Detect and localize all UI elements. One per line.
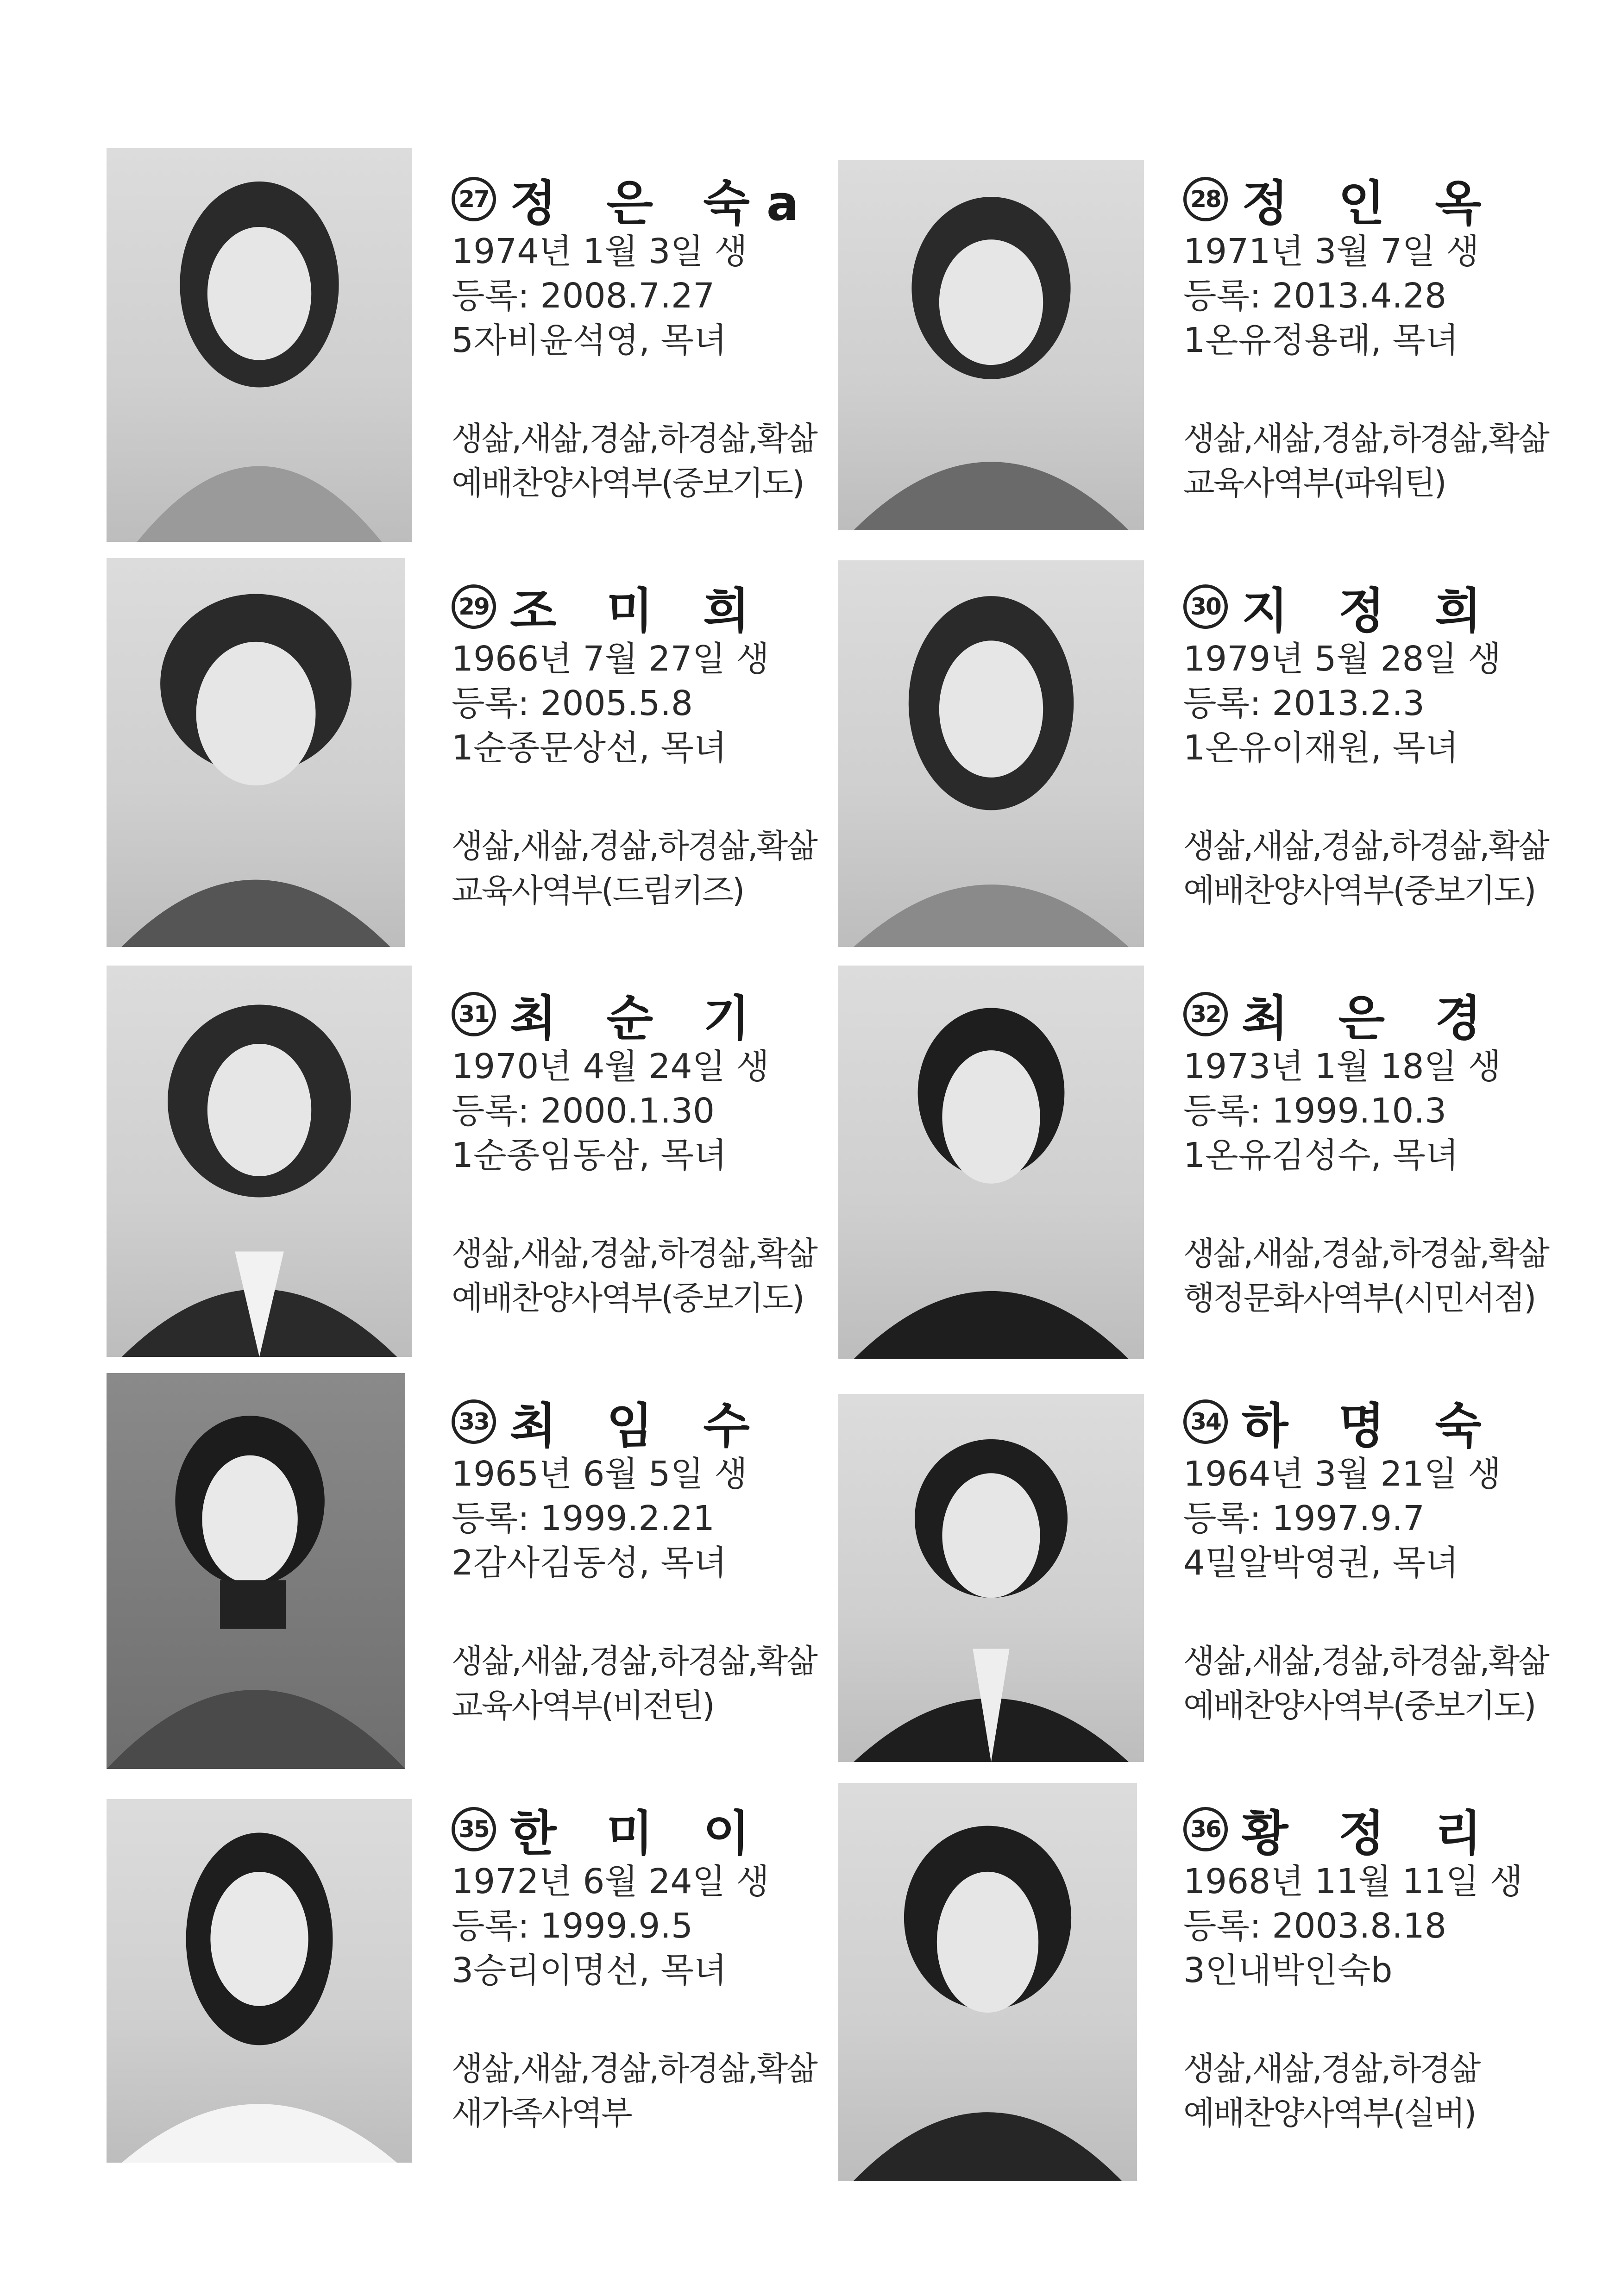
member-name: 한 미 이	[510, 1805, 767, 1862]
member-photo	[107, 966, 412, 1357]
member-group: 1온유김성수, 목녀	[1183, 1135, 1459, 1175]
member-birth: 1964년 3월 21일 생	[1183, 1454, 1502, 1494]
member-group: 1온유정용래, 목녀	[1183, 320, 1459, 360]
member-name: 지 정 희	[1242, 583, 1498, 639]
member-courses: 생삶,새삶,경삶,하경삶,확삶	[1183, 420, 1548, 458]
member-group: 1온유이재원, 목녀	[1183, 728, 1459, 768]
member-registration: 등록: 1997.9.7	[1183, 1499, 1425, 1538]
member-courses: 생삶,새삶,경삶,하경삶,확삶	[1183, 827, 1548, 865]
member-ministry: 예배찬양사역부(중보기도)	[1183, 872, 1535, 910]
member-group: 1순종문상선, 목녀	[452, 728, 727, 768]
member-group: 3인내박인숙b	[1183, 1951, 1393, 1990]
member-courses: 생삶,새삶,경삶,하경삶,확삶	[452, 2050, 817, 2088]
member-number-badge: 33	[452, 1399, 496, 1444]
member-courses: 생삶,새삶,경삶,하경삶,확삶	[1183, 1235, 1548, 1273]
member-registration: 등록: 2003.8.18	[1183, 1906, 1447, 1946]
member-photo	[107, 1799, 412, 2163]
member-name: 최 임 수	[510, 1398, 767, 1454]
member-birth: 1970년 4월 24일 생	[452, 1047, 770, 1086]
member-birth: 1968년 11월 11일 생	[1183, 1862, 1523, 1901]
member-registration: 등록: 1999.10.3	[1183, 1091, 1447, 1131]
member-courses: 생삶,새삶,경삶,하경삶,확삶	[452, 827, 817, 865]
member-birth: 1971년 3월 7일 생	[1183, 232, 1479, 271]
member-group: 5자비윤석영, 목녀	[452, 320, 727, 360]
member-name: 하 명 숙	[1242, 1398, 1498, 1454]
member-photo	[838, 1394, 1144, 1762]
member-number-badge: 35	[452, 1807, 496, 1851]
member-courses: 생삶,새삶,경삶,하경삶,확삶	[452, 1235, 817, 1273]
member-registration: 등록: 2005.5.8	[452, 684, 693, 723]
member-group: 2감사김동성, 목녀	[452, 1543, 727, 1583]
member-name: 정 은 숙a	[510, 175, 816, 232]
member-ministry: 교육사역부(드림키즈)	[452, 872, 744, 910]
member-registration: 등록: 2013.2.3	[1183, 684, 1425, 723]
member-number-badge: 28	[1183, 177, 1228, 221]
member-ministry: 예배찬양사역부(중보기도)	[452, 1279, 804, 1317]
member-photo	[107, 1373, 405, 1769]
member-ministry: 새가족사역부	[452, 2094, 631, 2132]
member-birth: 1965년 6월 5일 생	[452, 1454, 748, 1494]
member-ministry: 행정문화사역부(시민서점)	[1183, 1279, 1535, 1317]
member-courses: 생삶,새삶,경삶,하경삶,확삶	[452, 420, 817, 458]
member-ministry: 예배찬양사역부(중보기도)	[452, 464, 804, 502]
member-number-badge: 27	[452, 177, 496, 221]
member-number-badge: 30	[1183, 584, 1228, 629]
member-birth: 1973년 1월 18일 생	[1183, 1047, 1502, 1086]
member-number-badge: 32	[1183, 992, 1228, 1036]
member-birth: 1972년 6월 24일 생	[452, 1862, 770, 1901]
member-photo	[838, 966, 1144, 1359]
member-photo	[107, 148, 412, 542]
member-number-badge: 31	[452, 992, 496, 1036]
member-name: 최 은 경	[1242, 990, 1498, 1047]
member-birth: 1966년 7월 27일 생	[452, 639, 770, 679]
member-registration: 등록: 2000.1.30	[452, 1091, 715, 1131]
member-ministry: 예배찬양사역부(실버)	[1183, 2094, 1476, 2132]
member-name: 정 인 옥	[1242, 175, 1498, 232]
member-registration: 등록: 2013.4.28	[1183, 276, 1447, 316]
member-courses: 생삶,새삶,경삶,하경삶,확삶	[452, 1642, 817, 1680]
member-name: 황 정 리	[1242, 1805, 1498, 1862]
member-courses: 생삶,새삶,경삶,하경삶,확삶	[1183, 1642, 1548, 1680]
member-registration: 등록: 1999.9.5	[452, 1906, 693, 1946]
member-photo	[838, 160, 1144, 530]
member-courses: 생삶,새삶,경삶,하경삶	[1183, 2050, 1480, 2088]
member-birth: 1974년 1월 3일 생	[452, 232, 748, 271]
member-photo	[838, 560, 1144, 947]
member-number-badge: 34	[1183, 1399, 1228, 1444]
member-group: 4밀알박영권, 목녀	[1183, 1543, 1459, 1583]
member-number-badge: 36	[1183, 1807, 1228, 1851]
member-group: 1순종임동삼, 목녀	[452, 1135, 727, 1175]
member-ministry: 교육사역부(비전틴)	[452, 1687, 714, 1725]
member-ministry: 교육사역부(파워틴)	[1183, 464, 1445, 502]
member-ministry: 예배찬양사역부(중보기도)	[1183, 1687, 1535, 1725]
member-name: 최 순 기	[510, 990, 767, 1047]
member-group: 3승리이명선, 목녀	[452, 1951, 727, 1990]
member-birth: 1979년 5월 28일 생	[1183, 639, 1502, 679]
member-registration: 등록: 2008.7.27	[452, 276, 715, 316]
member-registration: 등록: 1999.2.21	[452, 1499, 715, 1538]
member-photo	[838, 1783, 1137, 2181]
member-name: 조 미 희	[510, 583, 767, 639]
member-photo	[107, 558, 405, 947]
member-number-badge: 29	[452, 584, 496, 629]
